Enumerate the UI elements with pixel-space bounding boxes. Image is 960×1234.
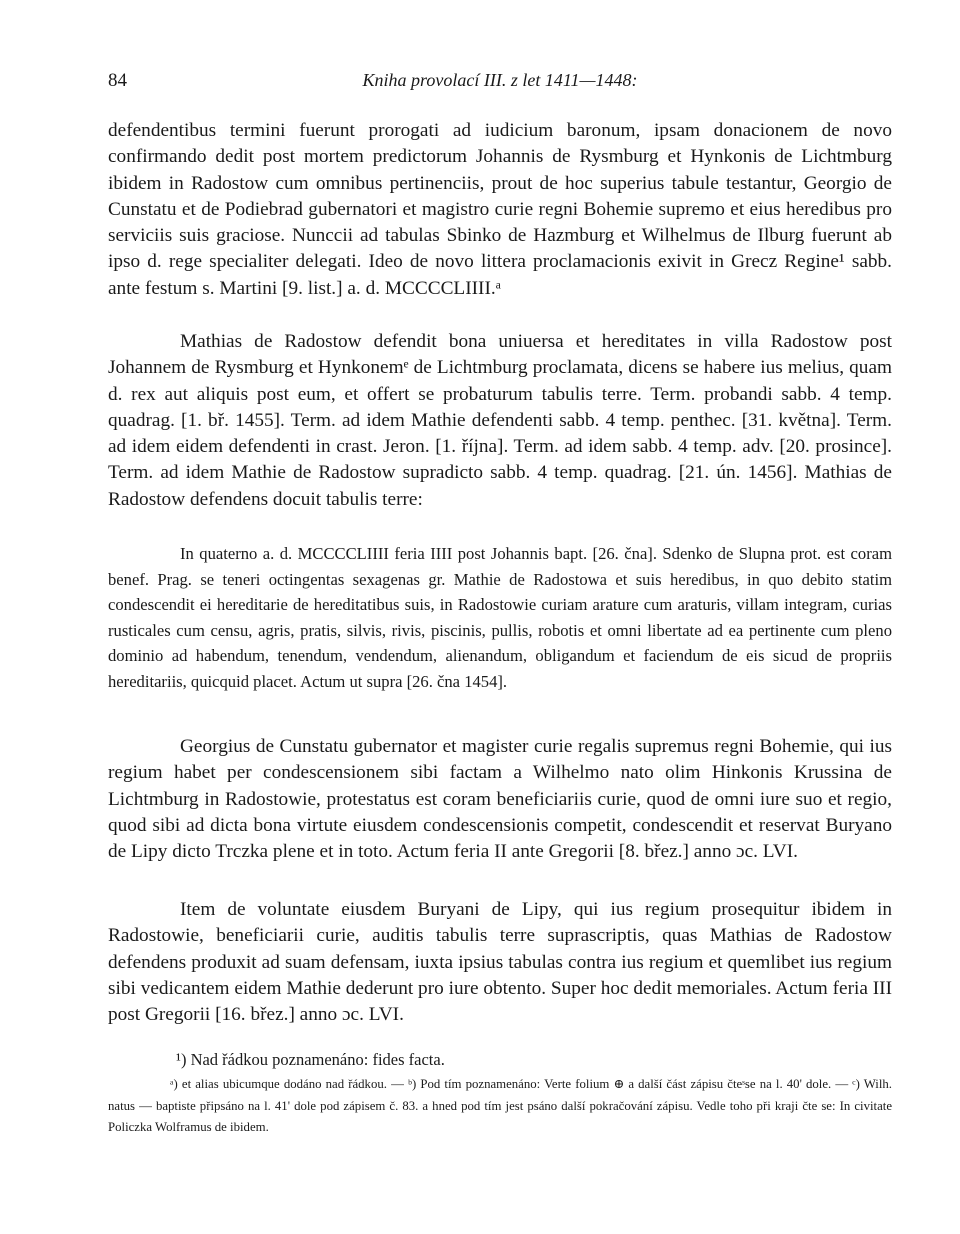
footnote-apparatus: ᵃ) et alias ubicumque dodáno nad řádkou. — ᵇ) Pod tím poznamenáno: Verte folium ⊕ a další část zápisu čteˢse na l. 40' dole. — ᶜ) Wilh. natus — baptiste připsáno na l. 41' dole pod zápisem č. 83. a hned pod tím jest psáno další pokračování zápisu. Vedle toho při kraji čte se: In civitate Policzka Wolframus de ibidem. [108, 1077, 892, 1134]
paragraph-georgius: Georgius de Cunstatu gubernator et magister curie regalis supremus regni Bohemie, qui ius regium habet per condescensionem sibi factam a Wilhelmo nato olim Hinkonis Krussina de Lichtmburg in Radostowie, protestatus est coram beneficiariis curie, quod de omni iure suo et regio, quod sibi ad dicta bona virtute eiusdem condescensionis competit, condescendit et reservat Buryano de Lipy dicto Trczka plene et in toto. Actum feria II ante Gregorii [8. břez.] anno ɔc. LVI. [108, 736, 892, 863]
quoted-quaterno-entry: In quaterno a. d. MCCCCLIIII feria IIII post Johannis bapt. [26. čna]. Sdenko de Slupna prot. est coram benef. Prag. se teneri octingentas sexagenas gr. Mathie de Radostowa et suis heredibus, in quo debito statim condescendit ei hereditarie de hereditatibus suis, in Radostowie curiam arature cum araturis, villam integram, curias rusticales cum censu, agris, pratis, silvis, rivis, piscinis, pullis, robotis et omni libertate ad ea pertinente cum pleno dominio ad habendum, tenendum, vendendum, alienandum, obligandum et faciendum de eis sicud de propriis hereditariis, quicquid placet. Actum ut supra [26. čna 1454]. [108, 544, 892, 691]
paragraph-mathias-defends: Mathias de Radostow defendit bona uniuersa et hereditates in villa Radostow post Johannem de Rysmburg et Hynkonemᵉ de Lichtmburg proclamata, dicens se habere ius melius, quam d. rex aut aliquis post eum, et offert se probaturum tabulis terre. Term. probandi sabb. 4 temp. quadrag. [1. bř. 1455]. Term. ad idem Mathie defendenti sabb. 4 temp. penthec. [31. května]. Term. ad idem eidem defendenti in crast. Jeron. [1. října]. Term. ad idem sabb. 4 temp. adv. [20. prosince]. Term. ad idem Mathie de Radostow supradicto sabb. 4 temp. quadrag. [21. ún. 1456]. Mathias de Radostow defendens docuit tabulis terre: [108, 331, 892, 510]
running-title: Kniha provolací III. z let 1411—1448: [362, 70, 638, 90]
page-number: 84 [108, 70, 127, 91]
paragraph-continuation: defendentibus termini fuerunt prorogati ad iudicium baronum, ipsam donacionem de novo confirmando dedit post mortem predictorum Johannis de Rysmburg et Hynkonis de Lichtmburg ibidem in Radostow cum omnibus pertinenciis, prout de hoc superius tabule testantur, Georgio de Cunstatu et de Podiebrad gubernatori et magistro curie regni Bohemie supremo et eius heredibus pro serviciis suis graciose. Nunccii ad tabulas Sbinko de Hazmburg et Wilhelmus de Ilburg fuerunt ab ipso d. rege specialiter delegati. Ideo de novo littera proclamacionis exivit in Grecz Regine¹ sabb. ante festum s. Martini [9. list.] a. d. MCCCCLIIII.ᵃ [108, 120, 892, 299]
page-header [108, 70, 892, 96]
paragraph-item-buryani: Item de voluntate eiusdem Buryani de Lipy, qui ius regium prosequitur ibidem in Radostowie, beneficiarii curie, auditis tabulis terre suprascriptis, quas Mathias de Radostow defendens produxit ad suam defensam, iuxta ipsius tabulas contra ius regium et quemlibet ius regium sibi vedicantem eidem Mathie dederunt pro iure obtento. Super hoc dedit memoriales. Actum feria III post Gregorii [16. břez.] anno ɔc. LVI. [108, 899, 892, 1026]
footnote-1: ¹) Nad řádkou poznamenáno: fides facta. [176, 1050, 445, 1069]
